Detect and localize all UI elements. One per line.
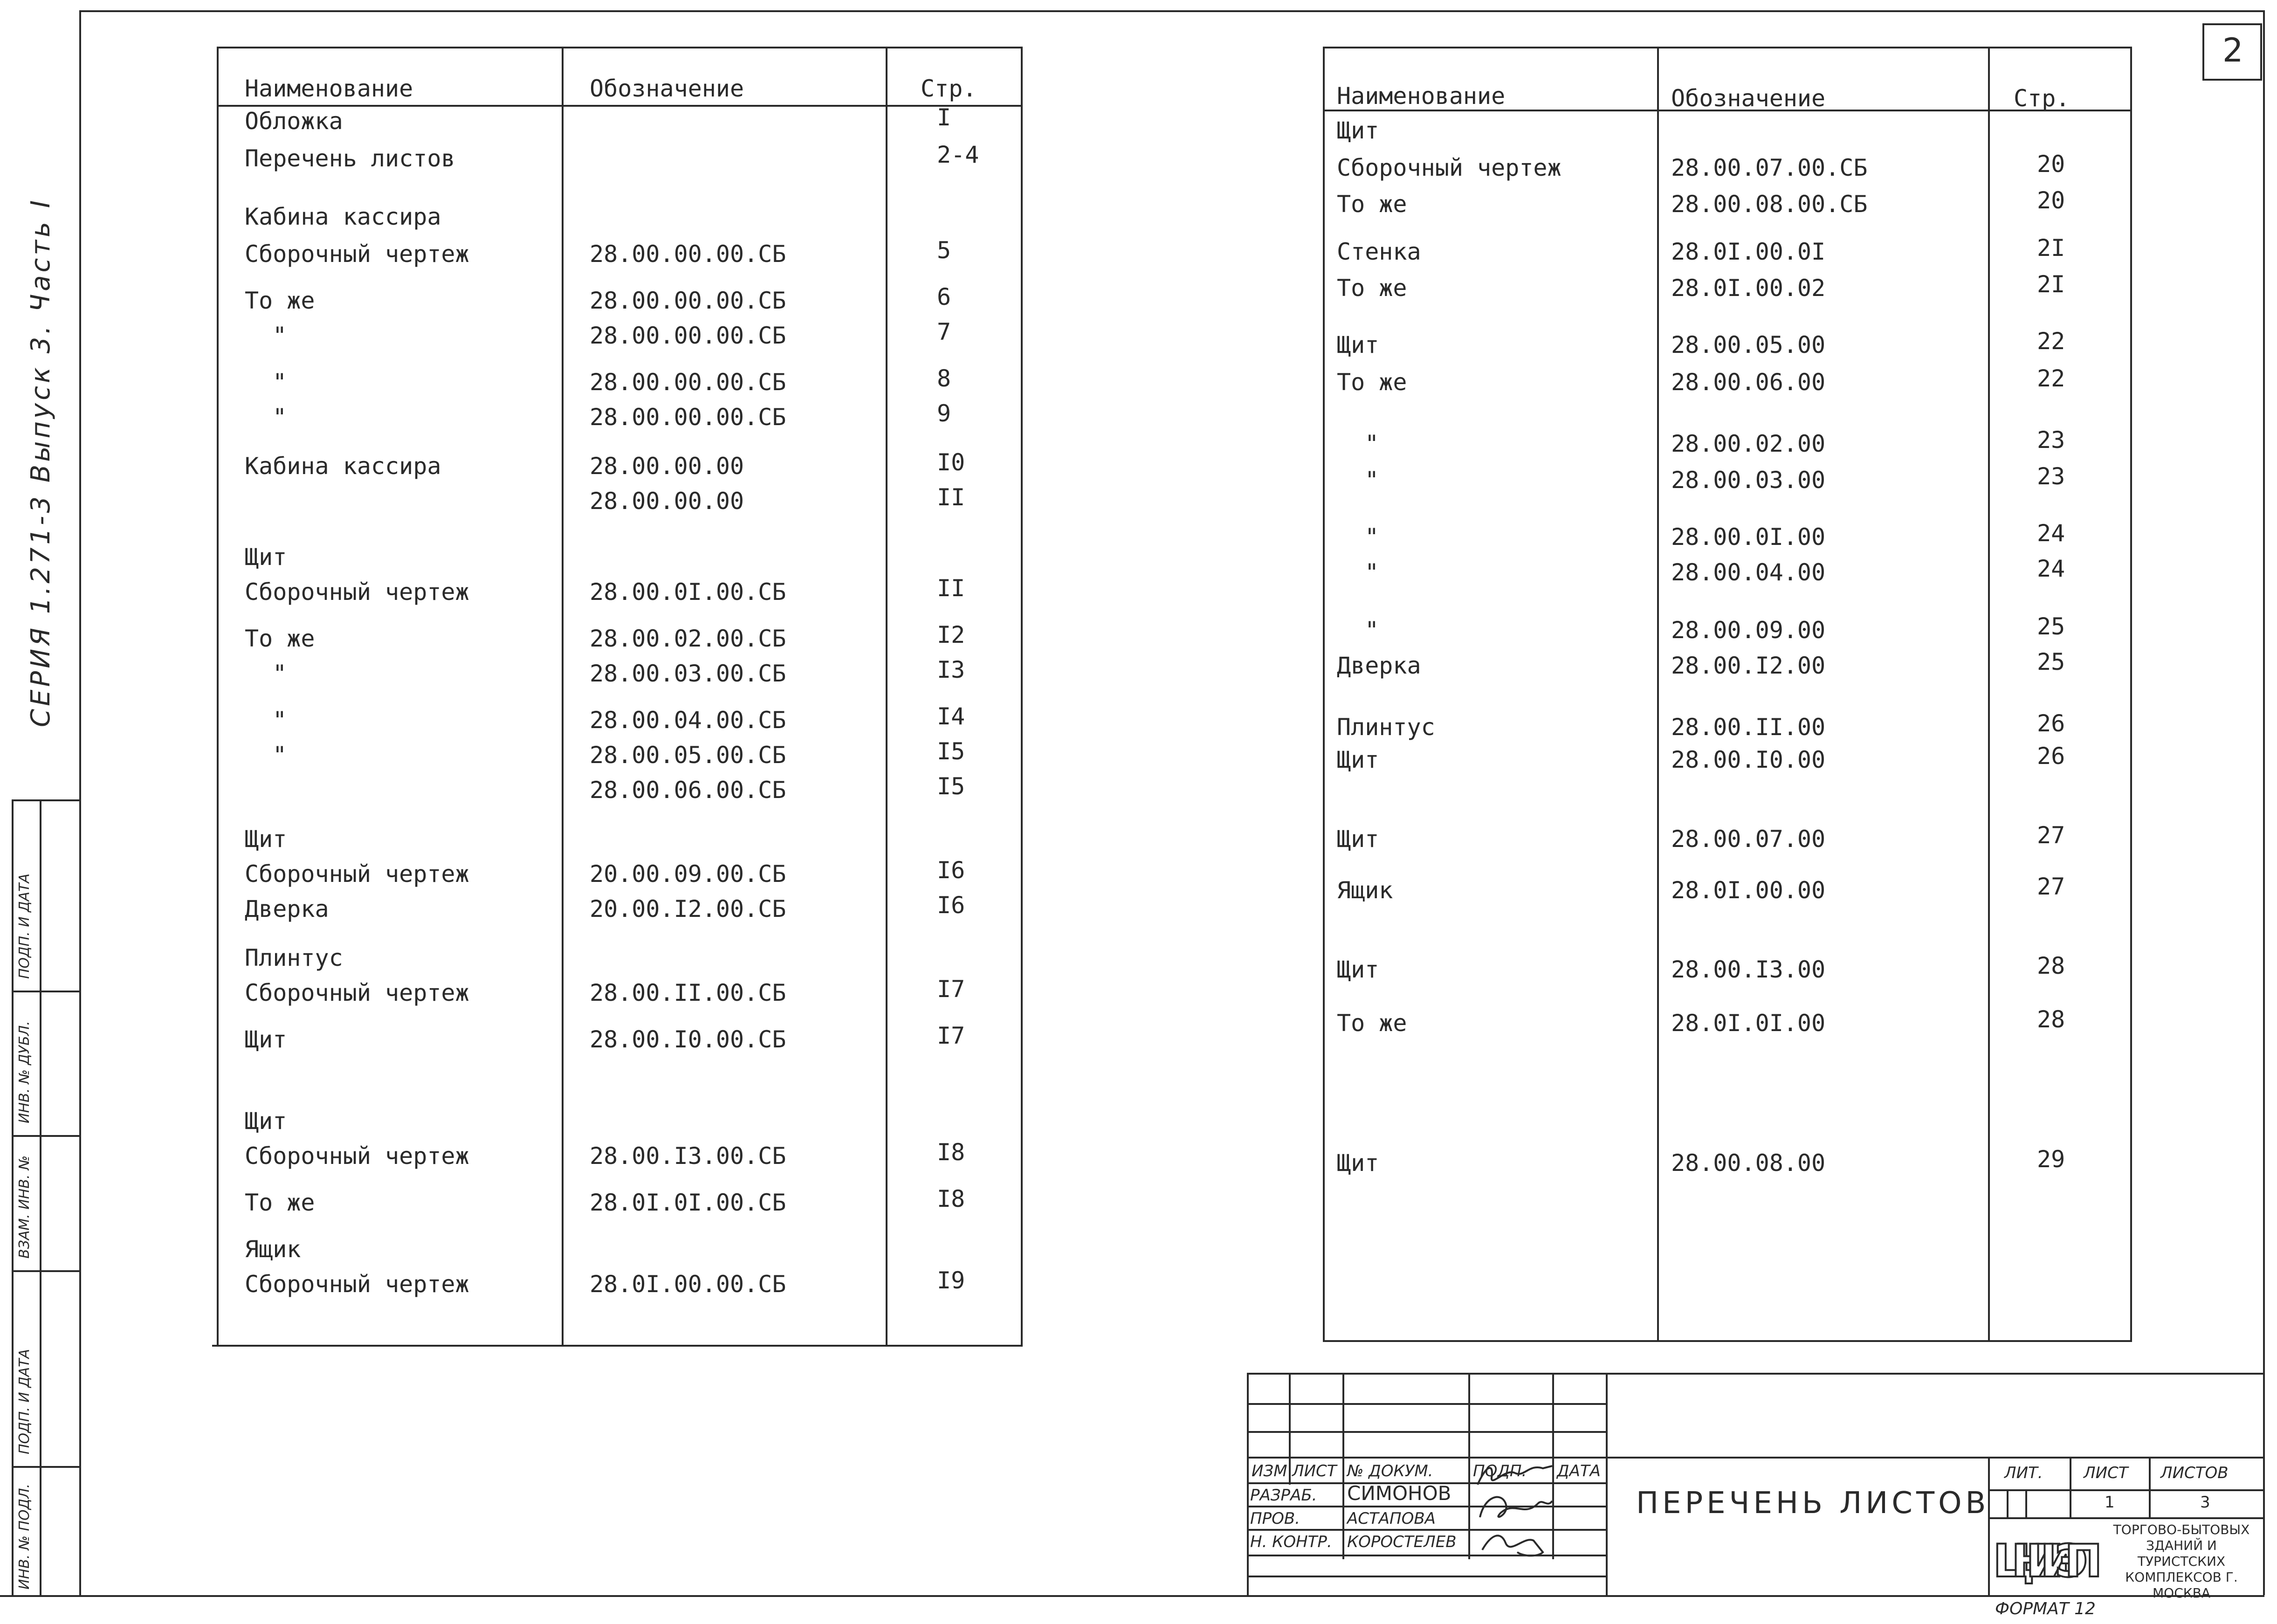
tb-role-prov: ПРОВ. [1250, 1509, 1300, 1528]
tb-top [1247, 1373, 2263, 1375]
right-row-code: 28.0I.00.02 [1671, 275, 1826, 302]
left-row-page: 2-4 [937, 141, 979, 168]
right-row-name: " [1365, 617, 1379, 644]
right-row-name: Щит [1337, 956, 1379, 983]
right-row-name: Щит [1337, 1149, 1379, 1177]
right-row-page: 27 [2037, 873, 2065, 900]
left-row-code: 28.00.00.00 [590, 488, 744, 515]
left-row-code: 28.00.05.00.СБ [590, 742, 786, 769]
right-row-name: Щит [1337, 826, 1379, 853]
stamp-podp-data-1: ПОДП. И ДАТА [16, 1349, 33, 1454]
tb-name-astapova: АСТАПОВА [1347, 1509, 1436, 1528]
tb-org-text: ТОРГОВО-БЫТОВЫХ ЗДАНИЙ И ТУРИСТСКИХ КОМПЛЕКСОВ Г. МОСКВА [2113, 1522, 2250, 1601]
right-row-page: 26 [2037, 710, 2065, 737]
left-header-name: Наименование [245, 75, 413, 102]
left-row-name: Сборочный чертеж [245, 241, 469, 268]
left-row-name: Кабина кассира [245, 203, 441, 230]
tb-role-nkontr: Н. КОНТР. [1250, 1533, 1332, 1551]
right-row-name: То же [1337, 1010, 1407, 1037]
right-row-code: 28.00.08.00.СБ [1671, 191, 1868, 218]
left-row-name: Ящик [245, 1236, 301, 1263]
left-table-border-left [217, 47, 219, 1345]
right-row-code: 28.00.I2.00 [1671, 652, 1826, 679]
left-row-page: I7 [937, 976, 965, 1003]
right-row-code: 28.00.I3.00 [1671, 956, 1826, 983]
left-row-code: 28.00.00.00.СБ [590, 369, 786, 396]
right-table-top [1323, 47, 2132, 48]
right-row-code: 28.0I.00.0I [1671, 238, 1826, 265]
left-row-page: 7 [937, 318, 951, 345]
left-row-code: 28.00.0I.00.СБ [590, 578, 786, 606]
right-row-name: Стенка [1337, 238, 1421, 265]
left-row-page: I4 [937, 703, 965, 730]
right-row-name: " [1365, 467, 1379, 494]
left-row-name: То же [245, 287, 315, 314]
tb-lit-box-1 [2007, 1489, 2009, 1517]
tb-name-simonov: СИМОНОВ [1347, 1482, 1452, 1505]
right-header-page: Стр. [2014, 85, 2070, 112]
frame-bottom [0, 1595, 2264, 1597]
right-header-name: Наименование [1337, 83, 1506, 110]
right-table-border-left [1323, 47, 1325, 1340]
tb-org-row [1988, 1517, 2263, 1519]
tb-title-right [1988, 1457, 1990, 1596]
left-row-page: II [937, 484, 965, 511]
right-row-name: Щит [1337, 117, 1379, 144]
tb-col-3 [1468, 1373, 1470, 1559]
left-row-code: 28.0I.00.00.СБ [590, 1271, 786, 1298]
tb-lit-box-2 [2025, 1489, 2027, 1517]
right-row-page: 24 [2037, 520, 2065, 547]
frame-right [2263, 10, 2265, 1595]
left-row-name: " [273, 322, 287, 349]
left-row-name: Сборочный чертеж [245, 578, 469, 606]
right-row-name: Сборочный чертеж [1337, 154, 1562, 181]
left-row-code: 28.00.06.00.СБ [590, 777, 786, 804]
signature-simonov [1473, 1459, 1557, 1494]
left-row-code: 28.00.II.00.СБ [590, 979, 786, 1006]
stamp-line-2 [12, 991, 79, 992]
tb-col-1 [1289, 1373, 1291, 1485]
left-row-name: " [273, 707, 287, 734]
tb-left [1247, 1373, 1249, 1596]
right-row-name: Ящик [1337, 877, 1393, 904]
org-logo [1990, 1520, 2102, 1594]
tb-row-8 [1247, 1576, 1606, 1577]
left-row-name: Щит [245, 826, 287, 853]
tb-sheet-col [2149, 1457, 2151, 1517]
right-row-code: 28.00.06.00 [1671, 369, 1826, 396]
left-row-name: " [273, 369, 287, 396]
left-row-code: 28.00.00.00.СБ [590, 404, 786, 431]
right-table-divider-1 [1657, 47, 1659, 1340]
right-row-code: 28.00.0I.00 [1671, 523, 1826, 551]
left-row-page: 6 [937, 283, 951, 310]
right-row-name: То же [1337, 369, 1407, 396]
right-row-page: 2I [2037, 234, 2065, 261]
right-row-page: 29 [2037, 1146, 2065, 1173]
left-row-page: 8 [937, 365, 951, 392]
right-row-page: 28 [2037, 1006, 2065, 1033]
stamp-inv-dubl: ИНВ. № ДУБЛ. [16, 1021, 33, 1123]
left-row-name: Щит [245, 1108, 287, 1135]
left-row-code: 28.00.02.00.СБ [590, 625, 786, 652]
left-row-page: 9 [937, 400, 951, 427]
right-row-name: Дверка [1337, 652, 1421, 679]
left-row-name: Перечень листов [245, 145, 455, 172]
stamp-line-1 [12, 799, 79, 801]
left-row-name: Кабина кассира [245, 453, 441, 480]
stamp-strip-left [12, 799, 14, 1596]
left-row-name: Сборочный чертеж [245, 1271, 469, 1298]
left-row-code: 28.0I.0I.00.СБ [590, 1189, 786, 1216]
tb-sheets-label: ЛИСТОВ [2160, 1464, 2229, 1482]
left-row-code: 20.00.I2.00.СБ [590, 895, 786, 922]
left-row-name: Плинтус [245, 944, 343, 971]
left-header-page: Стр. [921, 75, 977, 102]
series-text: СЕРИЯ 1.271-3 Выпуск 3. Часть I [26, 197, 56, 727]
left-table-divider-2 [886, 47, 887, 1345]
left-row-page: I9 [937, 1267, 965, 1294]
stamp-line-5 [12, 1466, 79, 1468]
right-table-border-right [2130, 47, 2132, 1340]
left-row-name: Сборочный чертеж [245, 979, 469, 1006]
right-row-page: 22 [2037, 328, 2065, 355]
left-row-page: I6 [937, 857, 965, 884]
left-table-bottom [212, 1345, 1023, 1347]
format-label: ФОРМАТ 12 [1995, 1599, 2096, 1618]
right-row-page: 20 [2037, 187, 2065, 214]
right-row-page: 27 [2037, 822, 2065, 849]
right-row-page: 28 [2037, 952, 2065, 979]
left-row-page: I7 [937, 1022, 965, 1049]
tb-header-data: ДАТА [1557, 1462, 1601, 1480]
tb-lit-col [2070, 1457, 2071, 1517]
right-row-page: 23 [2037, 427, 2065, 454]
right-table-bottom [1323, 1340, 2132, 1342]
right-row-code: 28.00.II.00 [1671, 714, 1826, 741]
tb-sheets-value: 3 [2200, 1493, 2210, 1512]
left-row-page: I8 [937, 1185, 965, 1212]
tb-sheet-label: ЛИСТ [2084, 1464, 2128, 1482]
right-row-name: То же [1337, 191, 1407, 218]
left-row-name: " [273, 742, 287, 769]
left-row-page: I [937, 104, 951, 131]
left-table-top [217, 47, 1023, 48]
right-row-name: Плинтус [1337, 714, 1435, 741]
left-row-code: 28.00.00.00.СБ [590, 241, 786, 268]
left-row-code: 28.00.00.00 [590, 453, 744, 480]
left-row-name: " [273, 660, 287, 687]
left-row-code: 28.00.I0.00.СБ [590, 1026, 786, 1053]
right-row-code: 28.00.09.00 [1671, 617, 1826, 644]
right-row-name: Щит [1337, 331, 1379, 358]
left-row-code: 28.00.00.00.СБ [590, 322, 786, 349]
stamp-podp-data-2: ПОДП. И ДАТА [16, 873, 33, 979]
right-row-code: 28.00.04.00 [1671, 559, 1826, 586]
right-row-page: 2I [2037, 271, 2065, 298]
left-table-border-right [1021, 47, 1023, 1345]
left-row-code: 28.00.I3.00.СБ [590, 1142, 786, 1170]
tb-name-korostelev: КОРОСТЕЛЕВ [1347, 1533, 1457, 1551]
left-row-page: I8 [937, 1139, 965, 1166]
frame-left [79, 10, 81, 1595]
page-number: 2 [2222, 31, 2243, 69]
right-row-page: 24 [2037, 555, 2065, 582]
signature-astapova [1473, 1489, 1557, 1527]
left-row-page: I5 [937, 773, 965, 800]
right-row-name: " [1365, 430, 1379, 457]
tb-header-podp: ПОДП. [1473, 1462, 1527, 1480]
left-header-code: Обозначение [590, 75, 744, 102]
left-row-page: 5 [937, 237, 951, 264]
right-row-page: 23 [2037, 463, 2065, 490]
left-row-code: 28.00.04.00.СБ [590, 707, 786, 734]
left-row-page: I6 [937, 892, 965, 919]
right-row-code: 28.0I.00.00 [1671, 877, 1826, 904]
left-row-name: Обложка [245, 108, 343, 135]
svg-text:ЦНИИЭП: ЦНИИЭП [1993, 1535, 2099, 1587]
tb-title: ПЕРЕЧЕНЬ ЛИСТОВ [1636, 1486, 1990, 1521]
right-row-name: То же [1337, 275, 1407, 302]
frame-top [79, 10, 2263, 12]
right-row-code: 28.00.08.00 [1671, 1149, 1826, 1177]
tb-header-list: ЛИСТ [1292, 1462, 1337, 1480]
right-row-code: 28.00.07.00.СБ [1671, 154, 1868, 181]
tb-col-2 [1342, 1373, 1344, 1559]
right-row-code: 28.00.05.00 [1671, 331, 1826, 358]
right-row-code: 28.00.02.00 [1671, 430, 1826, 457]
right-row-code: 28.0I.0I.00 [1671, 1010, 1826, 1037]
right-header-code: Обозначение [1671, 85, 1826, 112]
stamp-vzam-inv: ВЗАМ. ИНВ. № [16, 1155, 33, 1259]
tb-sheet-value: 1 [2105, 1493, 2115, 1512]
tb-role-razrab: РАЗРАБ. [1250, 1486, 1317, 1505]
left-row-code: 20.00.09.00.СБ [590, 860, 786, 888]
signature-korostelev [1473, 1524, 1557, 1562]
left-row-name: Щит [245, 1026, 287, 1053]
left-row-page: I2 [937, 621, 965, 648]
stamp-inv-podl: ИНВ. № ПОДЛ. [16, 1483, 33, 1590]
right-row-page: 20 [2037, 151, 2065, 178]
right-row-name: " [1365, 523, 1379, 551]
left-row-name: Дверка [245, 895, 329, 922]
left-row-name: Сборочный чертеж [245, 860, 469, 888]
right-table-divider-2 [1988, 47, 1990, 1340]
right-row-code: 28.00.03.00 [1671, 467, 1826, 494]
right-row-page: 25 [2037, 648, 2065, 675]
left-row-page: I3 [937, 656, 965, 683]
left-row-name: Сборочный чертеж [245, 1142, 469, 1170]
tb-col-5 [1606, 1373, 1608, 1596]
stamp-line-3 [12, 1135, 79, 1137]
right-row-page: 22 [2037, 365, 2065, 392]
right-row-name: Щит [1337, 746, 1379, 773]
tb-header-dokum: № ДОКУМ. [1347, 1462, 1433, 1480]
left-row-page: I5 [937, 738, 965, 765]
left-row-name: То же [245, 1189, 315, 1216]
right-row-page: 25 [2037, 613, 2065, 640]
left-row-page: II [937, 575, 965, 602]
left-row-name: " [273, 404, 287, 431]
tb-lit-row [1988, 1489, 2263, 1491]
right-row-page: 26 [2037, 743, 2065, 770]
left-table-header-rule [217, 105, 1023, 107]
left-row-page: I0 [937, 449, 965, 476]
left-row-code: 28.00.00.00.СБ [590, 287, 786, 314]
right-row-code: 28.00.I0.00 [1671, 746, 1826, 773]
left-row-name: Щит [245, 544, 287, 571]
tb-row-3 [1247, 1457, 2263, 1459]
left-table-divider-1 [562, 47, 564, 1345]
left-row-name: То же [245, 625, 315, 652]
left-row-code: 28.00.03.00.СБ [590, 660, 786, 687]
tb-header-izm: ИЗМ [1252, 1462, 1287, 1480]
right-row-code: 28.00.07.00 [1671, 826, 1826, 853]
stamp-strip-mid [40, 799, 41, 1596]
stamp-line-4 [12, 1270, 79, 1272]
tb-lit-label: ЛИТ. [2004, 1464, 2043, 1482]
right-row-name: " [1365, 559, 1379, 586]
